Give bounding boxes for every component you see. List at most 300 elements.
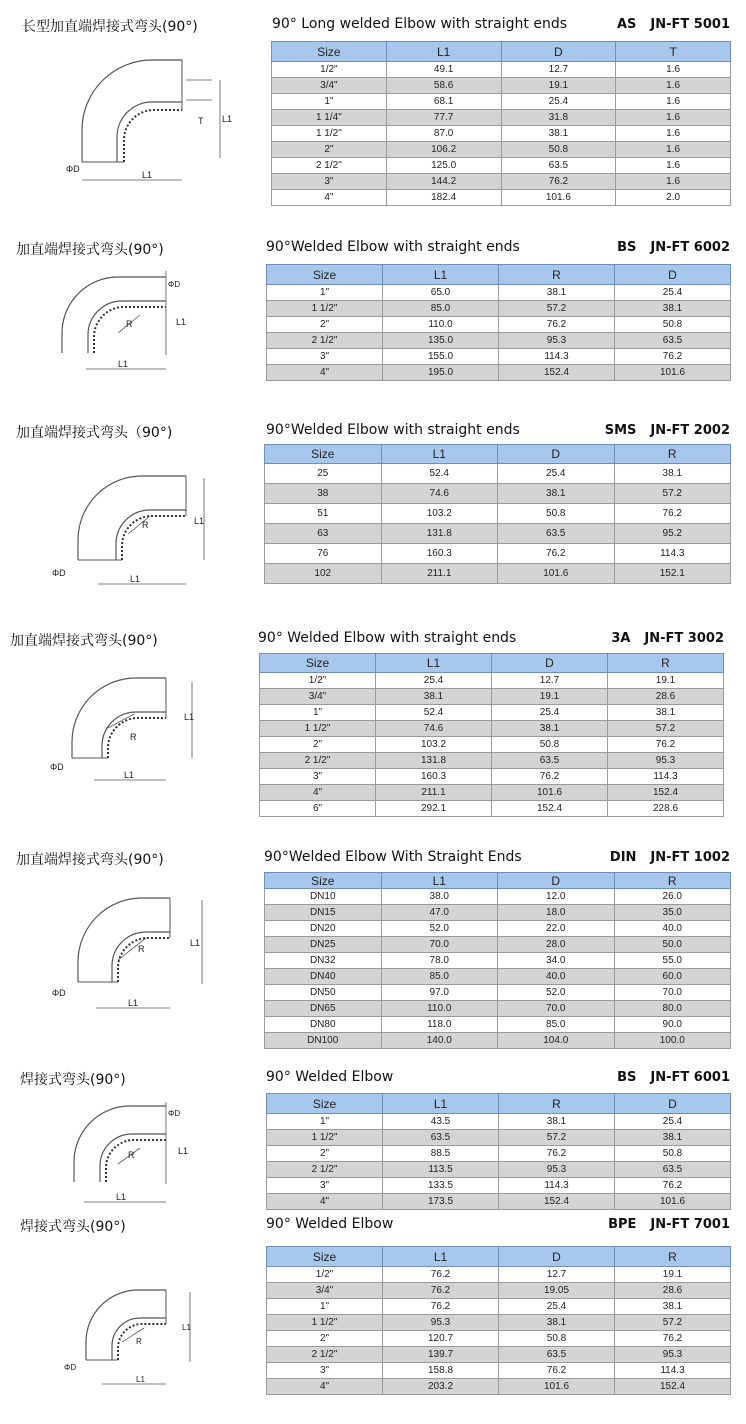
code-label: JN-FT 3002	[644, 631, 724, 646]
table-row	[267, 1331, 731, 1347]
table-row	[260, 769, 724, 785]
table-cell: 1.6	[616, 174, 731, 190]
dim-label-side: L1	[184, 712, 195, 722]
table-cell: 57.2	[499, 301, 615, 317]
column-header: R	[614, 445, 731, 464]
column-header: L1	[376, 654, 492, 673]
table-cell: 90.0	[614, 1017, 731, 1033]
table-cell: 2"	[260, 737, 376, 753]
code-label: JN-FT 6002	[650, 240, 730, 255]
table-cell: 114.3	[499, 349, 615, 365]
product-code	[617, 240, 730, 255]
cn-title: 焊接式弯头(90°)	[20, 1219, 126, 1235]
dim-label-side: L1	[176, 317, 187, 327]
column-header: D	[499, 1247, 615, 1267]
table-cell: 25.4	[498, 464, 615, 484]
table-cell: 1"	[267, 1114, 383, 1130]
table-cell: 28.0	[498, 937, 615, 953]
table-cell: 1"	[267, 1299, 383, 1315]
dim-label-side: L1	[182, 1323, 191, 1332]
table-cell: 63.5	[501, 158, 616, 174]
table-row	[265, 484, 731, 504]
table-cell: 1.6	[616, 142, 731, 158]
table-cell: 70.0	[381, 937, 498, 953]
table-row	[267, 301, 731, 317]
table-cell: 76	[265, 544, 382, 564]
dim-label-side: L1	[178, 1146, 189, 1156]
column-header: Size	[260, 654, 376, 673]
table-cell: 1 1/2"	[267, 1130, 383, 1146]
table-cell: 102	[265, 564, 382, 584]
standard-label: BS	[617, 240, 637, 255]
table-row	[267, 1114, 731, 1130]
table-cell: 160.3	[376, 769, 492, 785]
section-bs-6001	[0, 1062, 746, 1212]
table-cell: 76.2	[499, 317, 615, 333]
table-row	[267, 285, 731, 301]
column-header: D	[498, 873, 615, 889]
table-row	[267, 1283, 731, 1299]
table-header-row	[265, 873, 731, 889]
cn-title: 加直端焊接式弯头(90°)	[16, 852, 164, 868]
table-cell: 103.2	[376, 737, 492, 753]
table-cell: 131.8	[376, 753, 492, 769]
table-row	[267, 333, 731, 349]
table-cell: 3/4"	[272, 78, 387, 94]
table-cell: 1.6	[616, 126, 731, 142]
table-cell: 76.2	[383, 1267, 499, 1283]
table-cell: 25.4	[492, 705, 608, 721]
dim-label-side: L1	[222, 114, 232, 124]
table-header-row	[272, 42, 731, 62]
section-sms-2002	[0, 408, 746, 603]
table-cell: 195.0	[383, 365, 499, 381]
elbow-diagram	[58, 1094, 198, 1214]
table-cell: 50.0	[614, 937, 731, 953]
table-cell: 2"	[267, 317, 383, 333]
dim-label-radius: R	[138, 944, 145, 954]
table-cell: DN32	[265, 953, 382, 969]
table-cell: 52.0	[381, 921, 498, 937]
table-cell: 228.6	[608, 801, 724, 817]
table-cell: 1.6	[616, 158, 731, 174]
table-cell: 3"	[267, 349, 383, 365]
table-cell: 63.5	[498, 524, 615, 544]
table-cell: 125.0	[386, 158, 501, 174]
table-cell: 95.3	[499, 333, 615, 349]
table-cell: 19.1	[615, 1267, 731, 1283]
table-cell: DN65	[265, 1001, 382, 1017]
table-cell: DN25	[265, 937, 382, 953]
table-cell: 152.4	[492, 801, 608, 817]
table-cell: 76.2	[615, 1178, 731, 1194]
table-row	[265, 921, 731, 937]
table-cell: 110.0	[383, 317, 499, 333]
table-cell: DN20	[265, 921, 382, 937]
code-label: JN-FT 6001	[650, 1070, 730, 1085]
table-cell: DN100	[265, 1033, 382, 1049]
column-header: R	[614, 873, 731, 889]
dim-label-bottom: L1	[136, 1375, 145, 1384]
dim-label-bottom: L1	[116, 1192, 127, 1202]
table-cell: DN10	[265, 889, 382, 905]
table-header-row	[267, 1094, 731, 1114]
elbow-diagram	[46, 658, 206, 788]
table-header-row	[260, 654, 724, 673]
column-header: R	[615, 1247, 731, 1267]
table-cell: 70.0	[498, 1001, 615, 1017]
column-header: D	[492, 654, 608, 673]
dim-label-bottom: L1	[142, 170, 153, 180]
spec-table	[266, 264, 731, 381]
standard-label: DIN	[609, 850, 637, 865]
table-cell: 2 1/2"	[272, 158, 387, 174]
table-cell: 85.0	[381, 969, 498, 985]
dim-label-side: L1	[194, 516, 205, 526]
standard-label: BS	[617, 1070, 637, 1085]
table-cell: 12.7	[499, 1267, 615, 1283]
table-cell: 63.5	[383, 1130, 499, 1146]
table-cell: 101.6	[501, 190, 616, 206]
table-row	[272, 110, 731, 126]
table-cell: 57.2	[614, 484, 731, 504]
table-cell: 182.4	[386, 190, 501, 206]
table-header-row	[267, 265, 731, 285]
table-cell: 50.8	[615, 317, 731, 333]
table-cell: 4"	[272, 190, 387, 206]
dim-label-side: L1	[190, 938, 201, 948]
en-title: 90°Welded Elbow with straight ends	[266, 239, 520, 255]
table-row	[267, 1299, 731, 1315]
table-cell: 70.0	[614, 985, 731, 1001]
table-cell: 101.6	[615, 365, 731, 381]
product-code	[605, 423, 730, 438]
table-cell: 95.3	[608, 753, 724, 769]
table-row	[265, 889, 731, 905]
table-cell: 2 1/2"	[267, 1347, 383, 1363]
dim-label-top: ΦD	[168, 1109, 181, 1118]
table-cell: 139.7	[383, 1347, 499, 1363]
table-cell: 3"	[267, 1178, 383, 1194]
table-cell: 25.4	[615, 1114, 731, 1130]
product-code	[608, 1217, 730, 1232]
spec-table	[264, 444, 731, 584]
column-header: Size	[267, 1247, 383, 1267]
table-row	[267, 317, 731, 333]
column-header: Size	[265, 873, 382, 889]
spec-table	[264, 872, 731, 1049]
table-cell: 60.0	[614, 969, 731, 985]
table-cell: 25.4	[376, 673, 492, 689]
table-cell: 4"	[267, 1194, 383, 1210]
column-header: L1	[386, 42, 501, 62]
table-row	[260, 785, 724, 801]
table-cell: 144.2	[386, 174, 501, 190]
table-row	[272, 78, 731, 94]
table-cell: 38.1	[498, 484, 615, 504]
table-cell: 2"	[272, 142, 387, 158]
table-cell: 76.2	[615, 349, 731, 365]
table-cell: DN50	[265, 985, 382, 1001]
table-cell: 18.0	[498, 905, 615, 921]
table-cell: 38.1	[492, 721, 608, 737]
table-row	[267, 1162, 731, 1178]
table-cell: 152.4	[615, 1379, 731, 1395]
column-header: D	[615, 265, 731, 285]
table-row	[272, 126, 731, 142]
table-cell: 1 1/4"	[272, 110, 387, 126]
table-cell: 158.8	[383, 1363, 499, 1379]
table-cell: 38.1	[501, 126, 616, 142]
table-cell: 35.0	[614, 905, 731, 921]
table-cell: 76.2	[615, 1331, 731, 1347]
table-cell: 26.0	[614, 889, 731, 905]
table-cell: 80.0	[614, 1001, 731, 1017]
table-cell: 12.7	[492, 673, 608, 689]
table-cell: 76.2	[614, 504, 731, 524]
cn-title: 长型加直端焊接式弯头(90°)	[22, 19, 198, 35]
table-cell: 57.2	[608, 721, 724, 737]
table-row	[272, 158, 731, 174]
table-row	[267, 1146, 731, 1162]
table-row	[260, 689, 724, 705]
table-cell: 211.1	[376, 785, 492, 801]
table-cell: 103.2	[381, 504, 498, 524]
table-cell: 87.0	[386, 126, 501, 142]
table-cell: DN80	[265, 1017, 382, 1033]
table-cell: 76.2	[501, 174, 616, 190]
dim-label-top: ΦD	[168, 280, 181, 289]
table-cell: 2 1/2"	[267, 1162, 383, 1178]
table-cell: 52.4	[376, 705, 492, 721]
table-cell: 22.0	[498, 921, 615, 937]
table-row	[260, 737, 724, 753]
dim-label-dia: ΦD	[64, 1363, 77, 1372]
dim-label-radius: R	[126, 319, 133, 329]
table-cell: 52.4	[381, 464, 498, 484]
column-header: R	[499, 1094, 615, 1114]
column-header: D	[615, 1094, 731, 1114]
table-row	[265, 969, 731, 985]
table-cell: 31.8	[501, 110, 616, 126]
dim-label-dia: ΦD	[52, 988, 66, 998]
table-row	[265, 1033, 731, 1049]
table-cell: 38.1	[499, 1114, 615, 1130]
table-cell: 50.8	[501, 142, 616, 158]
table-cell: 28.6	[608, 689, 724, 705]
table-row	[260, 721, 724, 737]
table-cell: 57.2	[499, 1130, 615, 1146]
table-cell: 19.05	[499, 1283, 615, 1299]
elbow-diagram	[48, 263, 198, 383]
table-cell: 3"	[272, 174, 387, 190]
dim-label-dia: ΦD	[52, 568, 66, 578]
table-row	[265, 544, 731, 564]
section-as-5001	[0, 0, 746, 215]
table-cell: 38.1	[615, 1299, 731, 1315]
table-cell: 114.3	[614, 544, 731, 564]
table-row	[267, 365, 731, 381]
table-cell: 114.3	[499, 1178, 615, 1194]
table-cell: 38.1	[376, 689, 492, 705]
table-cell: 2"	[267, 1331, 383, 1347]
table-cell: 38	[265, 484, 382, 504]
product-code	[611, 631, 724, 646]
table-cell: 1/2"	[267, 1267, 383, 1283]
spec-table	[266, 1093, 731, 1210]
table-row	[267, 1267, 731, 1283]
table-cell: 1/2"	[260, 673, 376, 689]
elbow-diagram	[62, 50, 232, 200]
table-cell: 76.2	[492, 769, 608, 785]
column-header: L1	[381, 445, 498, 464]
table-row	[272, 190, 731, 206]
table-row	[267, 349, 731, 365]
table-cell: 152.4	[608, 785, 724, 801]
dim-label-bottom: L1	[128, 998, 139, 1008]
table-cell: 63.5	[615, 1162, 731, 1178]
en-title: 90° Welded Elbow	[266, 1069, 394, 1085]
column-header: D	[501, 42, 616, 62]
code-label: JN-FT 5001	[650, 17, 730, 32]
column-header: D	[498, 445, 615, 464]
table-cell: 19.1	[501, 78, 616, 94]
table-cell: 74.6	[381, 484, 498, 504]
spec-table	[266, 1246, 731, 1395]
table-cell: 76.2	[498, 544, 615, 564]
table-cell: 118.0	[381, 1017, 498, 1033]
section-din-1002	[0, 838, 746, 1053]
column-header: L1	[381, 873, 498, 889]
table-cell: 88.5	[383, 1146, 499, 1162]
table-row	[260, 753, 724, 769]
column-header: Size	[267, 1094, 383, 1114]
table-cell: 52.0	[498, 985, 615, 1001]
dim-label-bottom: L1	[130, 574, 141, 584]
table-cell: 76.2	[499, 1146, 615, 1162]
elbow-diagram	[56, 1276, 206, 1396]
spec-table	[259, 653, 724, 817]
table-cell: 3/4"	[267, 1283, 383, 1299]
code-label: JN-FT 2002	[650, 423, 730, 438]
table-cell: 76.2	[383, 1299, 499, 1315]
table-cell: 1 1/2"	[267, 1315, 383, 1331]
table-cell: 1.6	[616, 94, 731, 110]
table-cell: 25.4	[615, 285, 731, 301]
table-cell: 100.0	[614, 1033, 731, 1049]
table-cell: 51	[265, 504, 382, 524]
elbow-diagram	[46, 878, 216, 1018]
code-label: JN-FT 7001	[650, 1217, 730, 1232]
product-code	[610, 850, 730, 865]
table-cell: 3/4"	[260, 689, 376, 705]
table-cell: 1"	[267, 285, 383, 301]
table-header-row	[267, 1247, 731, 1267]
table-cell: 85.0	[383, 301, 499, 317]
table-cell: 140.0	[381, 1033, 498, 1049]
product-code	[617, 1070, 730, 1085]
column-header: Size	[272, 42, 387, 62]
table-cell: 76.2	[499, 1363, 615, 1379]
table-cell: 3"	[267, 1363, 383, 1379]
table-cell: 34.0	[498, 953, 615, 969]
table-cell: 63.5	[492, 753, 608, 769]
table-cell: 152.1	[614, 564, 731, 584]
table-cell: 50.8	[499, 1331, 615, 1347]
table-cell: 152.4	[499, 365, 615, 381]
table-cell: 38.0	[381, 889, 498, 905]
table-row	[267, 1130, 731, 1146]
table-cell: 4"	[267, 1379, 383, 1395]
table-cell: 95.3	[615, 1347, 731, 1363]
column-header: R	[608, 654, 724, 673]
table-cell: 1.6	[616, 110, 731, 126]
table-cell: 131.8	[381, 524, 498, 544]
table-row	[265, 564, 731, 584]
table-cell: 28.6	[615, 1283, 731, 1299]
table-cell: 50.8	[498, 504, 615, 524]
table-cell: 1 1/2"	[272, 126, 387, 142]
table-cell: 57.2	[615, 1315, 731, 1331]
column-header: Size	[267, 265, 383, 285]
table-cell: 19.1	[492, 689, 608, 705]
dim-label-dia: ΦD	[66, 164, 80, 174]
table-cell: 203.2	[383, 1379, 499, 1395]
table-cell: 38.1	[615, 1130, 731, 1146]
table-cell: 110.0	[381, 1001, 498, 1017]
table-cell: 152.4	[499, 1194, 615, 1210]
table-cell: 77.7	[386, 110, 501, 126]
en-title: 90° Welded Elbow	[266, 1216, 394, 1232]
table-row	[267, 1379, 731, 1395]
en-title: 90° Welded Elbow with straight ends	[258, 630, 517, 646]
table-cell: 74.6	[376, 721, 492, 737]
table-cell: 4"	[267, 365, 383, 381]
table-cell: 1"	[260, 705, 376, 721]
table-cell: 1 1/2"	[260, 721, 376, 737]
table-row	[265, 985, 731, 1001]
cn-title: 加直端焊接式弯头(90°)	[16, 242, 164, 258]
table-cell: 101.6	[499, 1379, 615, 1395]
table-cell: 114.3	[615, 1363, 731, 1379]
table-row	[267, 1178, 731, 1194]
table-cell: 76.2	[383, 1283, 499, 1299]
cn-title: 焊接式弯头(90°)	[20, 1072, 126, 1088]
table-cell: 63	[265, 524, 382, 544]
table-cell: 104.0	[498, 1033, 615, 1049]
table-cell: 95.3	[383, 1315, 499, 1331]
table-cell: 38.1	[608, 705, 724, 721]
table-cell: 173.5	[383, 1194, 499, 1210]
column-header: L1	[383, 1094, 499, 1114]
table-cell: 2 1/2"	[267, 333, 383, 349]
section-bpe-7001	[0, 1214, 746, 1424]
standard-label: 3A	[611, 631, 631, 646]
en-title: 90°Welded Elbow With Straight Ends	[264, 849, 522, 865]
table-cell: 3"	[260, 769, 376, 785]
table-cell: 40.0	[614, 921, 731, 937]
section-3a-3002	[0, 618, 746, 823]
table-row	[265, 464, 731, 484]
table-cell: 78.0	[381, 953, 498, 969]
table-cell: 101.6	[615, 1194, 731, 1210]
table-cell: 49.1	[386, 62, 501, 78]
table-cell: 155.0	[383, 349, 499, 365]
table-row	[265, 504, 731, 524]
table-header-row	[265, 445, 731, 464]
dim-label-radius: R	[142, 520, 149, 530]
table-cell: 1"	[272, 94, 387, 110]
